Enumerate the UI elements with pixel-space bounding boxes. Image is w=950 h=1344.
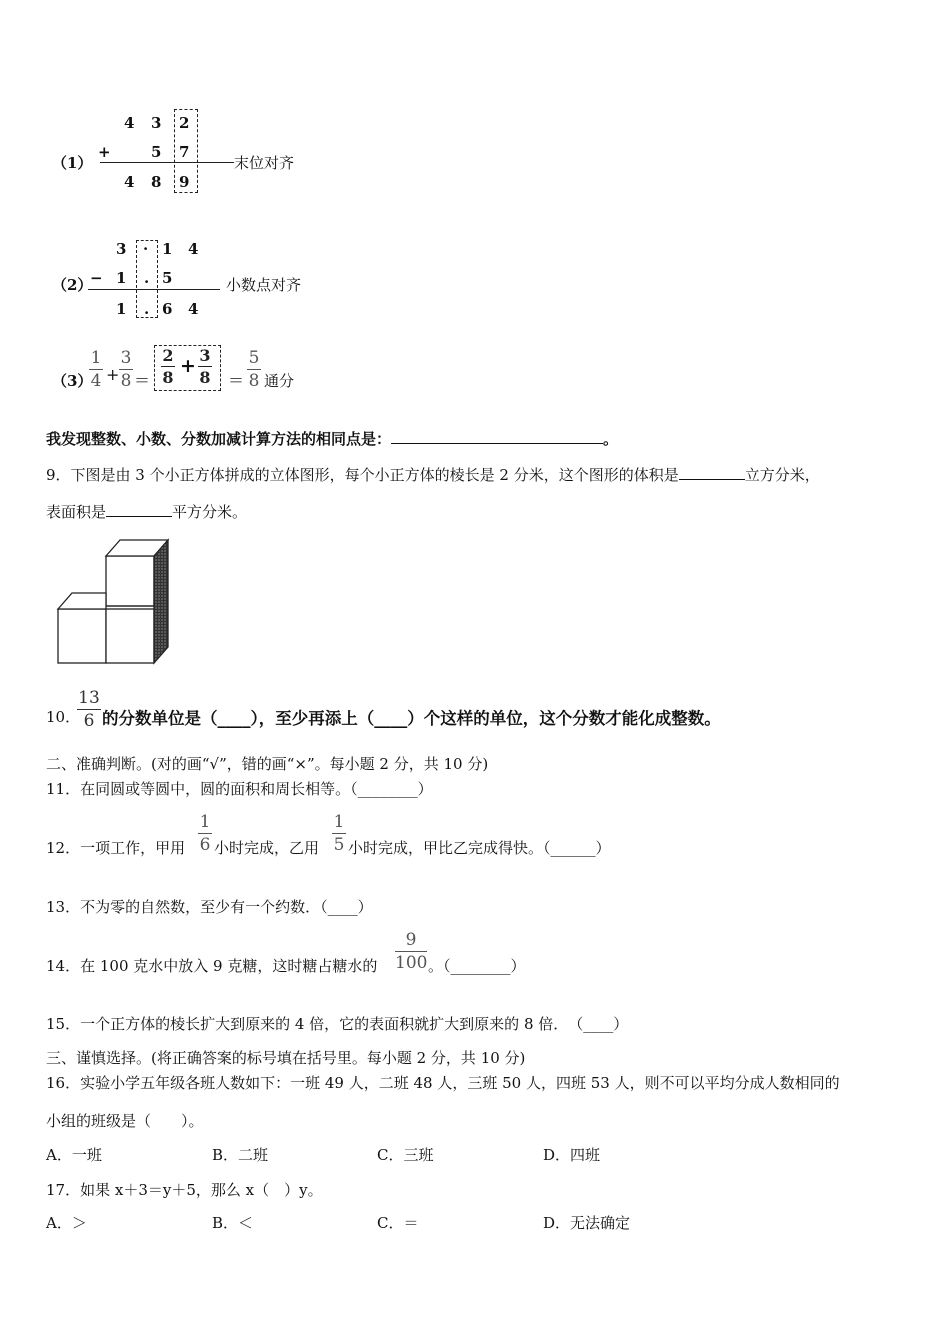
fraction [89,348,103,391]
fraction [332,812,346,855]
denominator: 6 [83,711,95,731]
decimal-point: · [143,240,149,258]
denominator: 8 [162,368,174,387]
equals-sign: ＝ [134,371,151,390]
fraction [198,812,212,855]
question-10-text: 的分数单位是（____），至少再添上（____）个这样的单位，这个分数才能化成整数。 [102,709,721,728]
digit: 8 [151,173,162,191]
fraction [119,348,133,391]
denominator: 8 [120,371,132,391]
example-2-note: 小数点对齐 [226,276,302,294]
answer-blank[interactable] [679,465,745,480]
numerator: 2 [162,346,174,365]
decimal-point: . [144,300,150,318]
cube-face [106,556,154,606]
minus-sign: − [90,269,103,287]
numerator: 1 [90,348,102,368]
option-b[interactable]: B．二班 [212,1146,269,1164]
numerator: 1 [333,812,345,832]
plus-sign: + [106,365,120,384]
discovery-text: 我发现整数、小数、分数加减计算方法的相同点是： [46,430,392,448]
digit: 3 [151,114,162,132]
equals-sign: ＝ [228,371,245,390]
section-2-title: 二、准确判断。(对的画“√”，错的画“×”。每小题 2 分，共 10 分) [46,755,489,773]
digit: 7 [179,143,190,161]
fraction [198,346,212,387]
plus-sign: + [98,143,111,161]
question-16-line-1: 16．实验小学五年级各班人数如下：一班 49 人，二班 48 人，三班 50 人，四班 53 人，则不可以平均分成人数相同的 [46,1074,840,1092]
example-1-label: （1） [52,154,93,172]
option-c[interactable]: C．三班 [377,1146,434,1164]
denominator: 100 [395,953,428,973]
numerator: 3 [199,346,211,365]
question-9-text-end: 立方分米， [744,466,820,484]
question-13: 13．不为零的自然数，至少有一个约数．（____） [46,898,373,916]
decimal-point: . [144,269,150,287]
digit: 1 [116,269,127,287]
option-a[interactable]: A．一班 [46,1146,102,1164]
option-b[interactable]: B．＜ [212,1214,254,1232]
cube-top-face [58,593,106,609]
fraction [395,930,427,973]
digit: 4 [188,240,199,258]
fraction [247,348,261,391]
digit: 2 [179,114,190,132]
discovery-end: 。 [603,430,619,448]
question-14-text: 。（________） [428,957,526,975]
option-c[interactable]: C．＝ [377,1214,419,1232]
question-9-line-2 [46,501,247,522]
option-d[interactable]: D．四班 [543,1146,601,1164]
question-12-text: 12．一项工作，甲用 [46,839,186,857]
question-9-text-end: 平方分米。 [172,503,248,521]
example-2-label: （2） [52,276,93,294]
numerator: 1 [199,812,211,832]
question-15: 15．一个正方体的棱长扩大到原来的 4 倍，它的表面积就扩大到原来的 8 倍． （____） [46,1015,629,1033]
section-3-title: 三、谨慎选择。(将正确答案的标号填在括号里。每小题 2 分，共 10 分) [46,1049,526,1067]
numerator: 9 [405,930,417,950]
example-1-note: 末位对齐 [234,154,295,172]
numerator: 5 [248,348,260,368]
answer-blank[interactable] [106,502,172,517]
denominator: 5 [333,835,345,855]
question-11: 11．在同圆或等圆中，圆的面积和周长相等。（________） [46,780,433,798]
fraction [161,346,175,387]
plus-sign: + [180,355,196,377]
question-9-text: 9．下图是由 3 个小正方体拼成的立体图形，每个小正方体的棱长是 2 分米，这个图形的体积是 [46,466,679,484]
digit: 5 [151,143,162,161]
question-14-text: 14．在 100 克水中放入 9 克糖，这时糖占糖水的 [46,957,378,975]
numerator: 13 [78,688,100,708]
cube-face [58,609,106,663]
option-a[interactable]: A．＞ [46,1214,87,1232]
example-3-label: （3） [52,372,93,390]
digit: 4 [188,300,199,318]
cube-figure [50,535,172,667]
denominator: 6 [199,835,211,855]
digit: 1 [162,240,173,258]
cube-side-face [154,540,168,663]
cube-face [106,609,154,663]
dashed-alignment-box [174,109,198,193]
question-12-text: 小时完成，甲比乙完成得快。（______） [348,839,611,857]
digit: 1 [116,300,127,318]
digit: 5 [162,269,173,287]
digit: 4 [124,173,135,191]
denominator: 8 [199,368,211,387]
fraction [77,688,101,731]
example-3-note: 通分 [264,372,295,390]
digit: 6 [162,300,173,318]
question-16-line-2: 小组的班级是（ ）。 [46,1112,204,1130]
option-d[interactable]: D．无法确定 [543,1214,631,1232]
denominator: 4 [90,371,102,391]
question-10-number: 10． [46,708,81,726]
digit: 4 [124,114,135,132]
discovery-question [46,428,618,449]
question-12-text: 小时完成，乙用 [214,839,320,857]
digit: 9 [179,173,190,191]
question-9-line-1 [46,464,820,485]
sum-line [100,162,234,163]
dashed-alignment-box [136,240,158,318]
denominator: 8 [248,371,260,391]
question-17: 17．如果 x＋3＝y＋5，那么 x（ ）y。 [46,1181,323,1199]
answer-blank[interactable] [391,429,603,444]
numerator: 3 [120,348,132,368]
digit: 3 [116,240,127,258]
question-9-text: 表面积是 [46,503,107,521]
